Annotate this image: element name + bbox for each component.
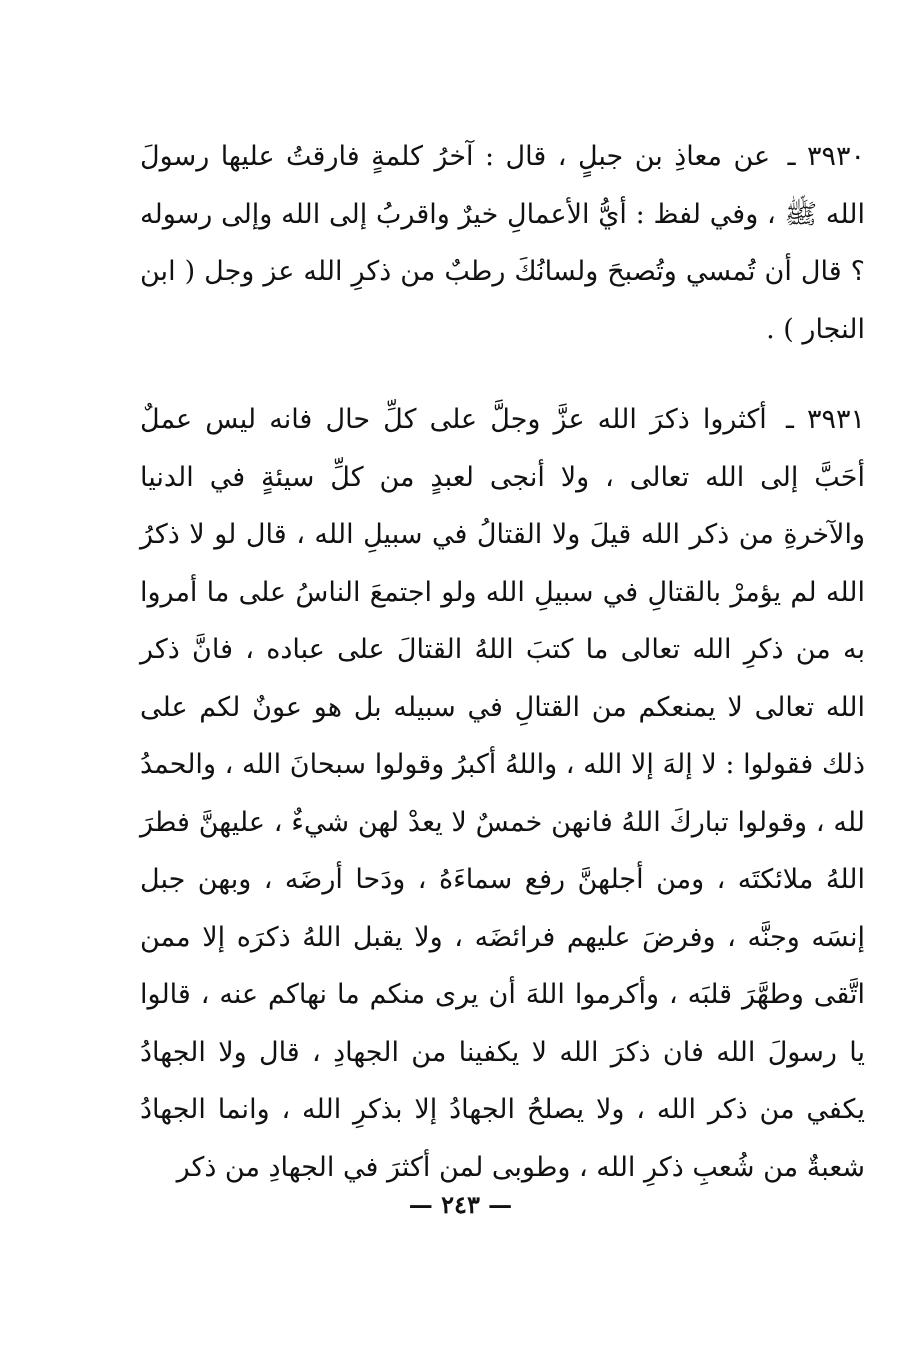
hadith-text: عن معاذِ بن جبلٍ ، قال : آخرُ كلمةٍ فارقتُ عليها رسولَ الله ﷺ ، وفي لفظ : أيُّ الأعمالِ خيرٌ واقربُ إلى الله وإلى رسوله ؟ قال أن تُمسي وتُصبحَ ولسانُكَ رطبٌ من ذكرِ الله عز وجل ( ابن النجار ) .	[140, 141, 865, 345]
page-number: — ٢٤٣ —	[408, 1190, 513, 1219]
hadith-3930	[140, 128, 865, 358]
hadith-number: ٣٩٣٠ ـ	[787, 141, 865, 172]
hadith-3931	[140, 391, 865, 1196]
hadith-text: أكثروا ذكرَ الله عزَّ وجلَّ على كلِّ حال فانه ليس عملٌ أحَبَّ إلى الله تعالى ، ولا أنجى لعبدٍ من كلِّ سيئةٍ في الدنيا والآخرةِ من ذكر الله قيلَ ولا القتالُ في سبيلِ الله ، قال لو لا ذكرُ الله لم يؤمرْ بالقتالِ في سبيلِ الله ولو اجتمعَ الناسُ على ما أمروا به من ذكرِ الله تعالى ما كتبَ اللهُ القتالَ على عباده ، فانَّ ذكر الله تعالى لا يمنعكم من القتالِ في سبيله بل هو عونٌ لكم على ذلك فقولوا : لا إلهَ إلا الله ، واللهُ أكبرُ وقولوا سبحانَ الله ، والحمدُ لله ، وقولوا تباركَ اللهُ فانهن خمسٌ لا يعدْ لهن شيءٌ ، عليهنَّ فطرَ اللهُ ملائكتَه ، ومن أجلهنَّ رفع سماءَهُ ، ودَحا أرضَه ، وبهن جبل إنسَه وجنَّه ، وفرضَ عليهم فرائضَه ، ولا يقبل اللهُ ذكرَه إلا ممن اتَّقى وطهَّرَ قلبَه ، وأكرموا اللهَ أن يرى منكم ما نهاكم عنه ، قالوا يا رسولَ الله فان ذكرَ الله لا يكفينا من الجهادِ ، قال ولا الجهادُ يكفي من ذكر الله ، ولا يصلحُ الجهادُ إلا بذكرِ الله ، وانما الجهادُ شعبةٌ من شُعبِ ذكرِ الله ، وطوبى لمن أكثرَ في الجهادِ من ذكر	[140, 404, 865, 1183]
page-body	[140, 128, 865, 1238]
hadith-number: ٣٩٣١ ـ	[785, 404, 866, 435]
